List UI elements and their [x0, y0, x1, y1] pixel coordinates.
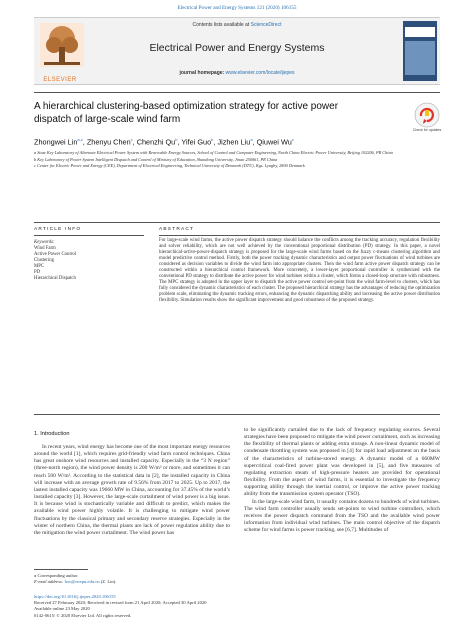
- email-line: [34, 579, 234, 585]
- author-list: Zhongwei Lin$^{a,c}$, Zhenyu Chen$^c$, Chenzhi Qu$^b$, Yifei Guo$^b$, Jizhen Liu$^a$, Qiuwei Wu$^c$: [34, 137, 294, 147]
- journal-citation[interactable]: Electrical Power and Energy Systems 121 (2020) 106155: [177, 5, 297, 11]
- keyword-item: Active Power Control: [34, 252, 77, 257]
- journal-cover-thumbnail[interactable]: [403, 21, 437, 81]
- author-name[interactable]: Zhongwei Lin: [34, 137, 78, 147]
- intro-paragraph-3: In the large-scale wind farm, it usually contains dozens to hundreds of wind turbines. The wind farm controller usually sends set-points to wind turbine controllers, which receives the power dispatch command from the TSO and the available wind power information from individual wind turbines. The main control objective of the dispatch scheme for wind farms is power tracking, see [6,7]. Multitudes of: [244, 498, 440, 534]
- abstract-heading: ABSTRACT: [159, 227, 195, 232]
- author-affiliation-mark[interactable]: c: [130, 137, 133, 142]
- contents-available-line: [34, 22, 440, 28]
- keyword-item: Hierarchical Dispatch: [34, 276, 76, 281]
- homepage-prefix: journal homepage:: [179, 70, 226, 76]
- email-label: E-mail address:: [34, 579, 65, 585]
- journal-homepage-link[interactable]: www.elsevier.com/locate/ijepes: [225, 70, 295, 76]
- keywords-label: Keywords:: [34, 240, 55, 245]
- publication-info: [34, 594, 294, 619]
- contents-prefix: Contents lists available at: [192, 22, 251, 28]
- journal-name[interactable]: Electrical Power and Energy Systems: [149, 42, 325, 54]
- corresponding-author-note: ⁎ Corresponding author.: [34, 573, 79, 578]
- keyword-item: PD: [34, 270, 41, 275]
- author-affiliation-mark[interactable]: a,c: [77, 137, 83, 142]
- affiliation-item: a State Key Laboratory of Alternate Electrical Power System with Renewable Energy Sources, School of Control and Computer Engineering, North China Electric Power University, Beijing 102206, PR China: [34, 150, 393, 155]
- copyright-notice: 0142-0615/ © 2020 Elsevier Ltd. All rights reserved.: [34, 612, 132, 618]
- author-affiliation-mark[interactable]: b: [175, 137, 178, 142]
- body-left-column: [34, 444, 230, 537]
- article-info-heading: ARTICLE INFO: [34, 227, 82, 232]
- journal-homepage-line: [34, 70, 440, 76]
- doi-link[interactable]: https://doi.org/10.1016/j.ijepes.2020.106155: [34, 594, 116, 599]
- keywords-block: [34, 240, 144, 282]
- intro-paragraph-2: to be significantly curtailed due to the lack of frequency regulating sources. Several strategies have been proposed to mitigate the wind power curtailment, such as increasing the flexibility of thermal plants or adding extra storage. A non-linear dynamic model of condensate throttling system was proposed in [4] for rapid load adjustment on the basis of the characteristics of turbine-stored energy. A dynamic model of a 660MW supercritical coal-fired power plant was developed in [5], and five measures of regulating extraction steam of high-pressure heaters are provided for operational flexibility. From the aspect of wind farms, it is essential to investigate the frequency supporting ability through the inertial control, or improve the active power tracking ability from the transmission system operator (TSO).: [244, 427, 440, 498]
- footnotes: [34, 573, 234, 585]
- available-online-date: Available online 23 May 2020: [34, 606, 90, 612]
- footnote-rule: [34, 569, 88, 570]
- article-title: A hierarchical clustering-based optimization strategy for active power dispatch of large-scale wind farm: [34, 101, 339, 125]
- abstract-bottom-divider: [34, 414, 440, 415]
- author-affiliation-mark[interactable]: b: [211, 137, 214, 142]
- abstract-rule: [159, 235, 440, 236]
- body-right-column: [244, 427, 440, 534]
- intro-paragraph-1: In recent years, wind energy has become one of the most important energy resources around the world [1], which requires grid-friendly wind farm control techniques. China has great onshore wind resources and installed capacity. Especially in the “3 N region” (three-north region), the wind power density is 200 W/m² or more, and sometimes it can reach 500 W/m². According to the statistical data in [2], the installed capacity in China will increase with an average growth rate of 9.56% from 2017 to 2025. Up to 2017, the lastest installed capacity was 19660 MW in China, accounting for 37.45% of the world’s installed capacity [3]. However, the large-scale curtailment of wind power is a big issue. It is because wind is stochastically variable and difficult to predict, which makes the available wind power highly volatile. It is challenging to mitigate wind power fluctuations by the classical primary and secondary reserve strategies. Especially in the winter of northern China, the thermal plants are lack of power regulation ability due to the mitigation the wind power curtailment. The wind power has: [34, 444, 230, 536]
- introduction-heading: 1. Introduction: [34, 431, 70, 437]
- abstract-text: For large-scale wind farms, the active power dispatch strategy should balance the conflicts among the tracking accuracy, regulation flexibility and solver reliability, which are not well achieved by the conventional proportional distribution (PD) strategy. In this paper, a novel hierarchical-active-power-dispatch strategy is proposed for the large-scale wind farms based on the fuzzy c-means clustering algorithm and model predictive control method. Firstly, both the power tracking dynamic characteristics and output power fluctuations of wind turbines are considered as decision variables to divide the wind farm into appropriate clusters. Then the wind farm active power dispatch strategy can be constructed within a hierarchical control framework. More concretely, a lower-layer proportional controller is synthesized with the conventional PD strategy to distribute the active power for wind turbines within a cluster, which forms a closed-loop structure with robustness. The MPC strategy is adopted in the upper layer to dispatch the active power control set-point from the wind farm-level to clusters, which has fully considered the dynamic characteristics of each cluster. The proposed hierarchical strategy has the advantages of reducing the optimization problem scale, eliminating the dynamic tracking errors, enhancing the dynamic dispatching ability and increasing the active power distribution flexibility. Simulation results show the significant improvement and good robustness of the proposed strategy.: [159, 238, 440, 304]
- journal-masthead: [34, 17, 440, 85]
- author-name[interactable]: Zhenyu Chen: [86, 137, 131, 147]
- email-suffix: (Z. Lin).: [99, 579, 117, 585]
- keyword-item: MPC: [34, 264, 45, 269]
- affiliation-item: b Key Laboratory of Power System Intelligent Dispatch and Control of Ministry of Education, Shandong University, Jinan 250061, PR China: [34, 156, 278, 162]
- sciencedirect-link[interactable]: ScienceDirect: [250, 22, 282, 28]
- author-name[interactable]: Qiuwei Wu: [256, 137, 292, 147]
- keyword-item: Clustering: [34, 258, 54, 263]
- affiliation-divider: [34, 222, 440, 223]
- author-name[interactable]: Yifei Guo: [181, 137, 212, 147]
- check-for-updates-label[interactable]: Check for updates: [412, 128, 442, 132]
- cover-image: [405, 41, 435, 75]
- email-link[interactable]: lzw@ncepu.edu.cn: [64, 579, 100, 585]
- keyword-item: Wind Farm: [34, 246, 56, 251]
- author-name[interactable]: Jizhen Liu: [217, 137, 251, 147]
- article-info-rule: [34, 235, 144, 236]
- affiliation-item: c Center for Electric Power and Energy (CEE), Department of Electrical Engineering, Technical University of Denmark (DTU), Kgs. Lyngby, 2800 Denmark: [34, 163, 305, 168]
- elsevier-logo-text: ELSEVIER: [43, 77, 77, 83]
- check-for-updates-icon[interactable]: [414, 102, 440, 128]
- header-divider: [34, 92, 440, 93]
- received-dates: Received 27 February 2020; Received in revised form 21 April 2020; Accepted 30 April 2020: [34, 600, 207, 606]
- author-affiliation-mark[interactable]: c: [291, 137, 294, 142]
- affiliation-list: [34, 150, 440, 170]
- author-affiliation-mark[interactable]: a: [250, 137, 253, 142]
- cover-title-band: [405, 27, 435, 37]
- author-name[interactable]: Chenzhi Qu: [136, 137, 176, 147]
